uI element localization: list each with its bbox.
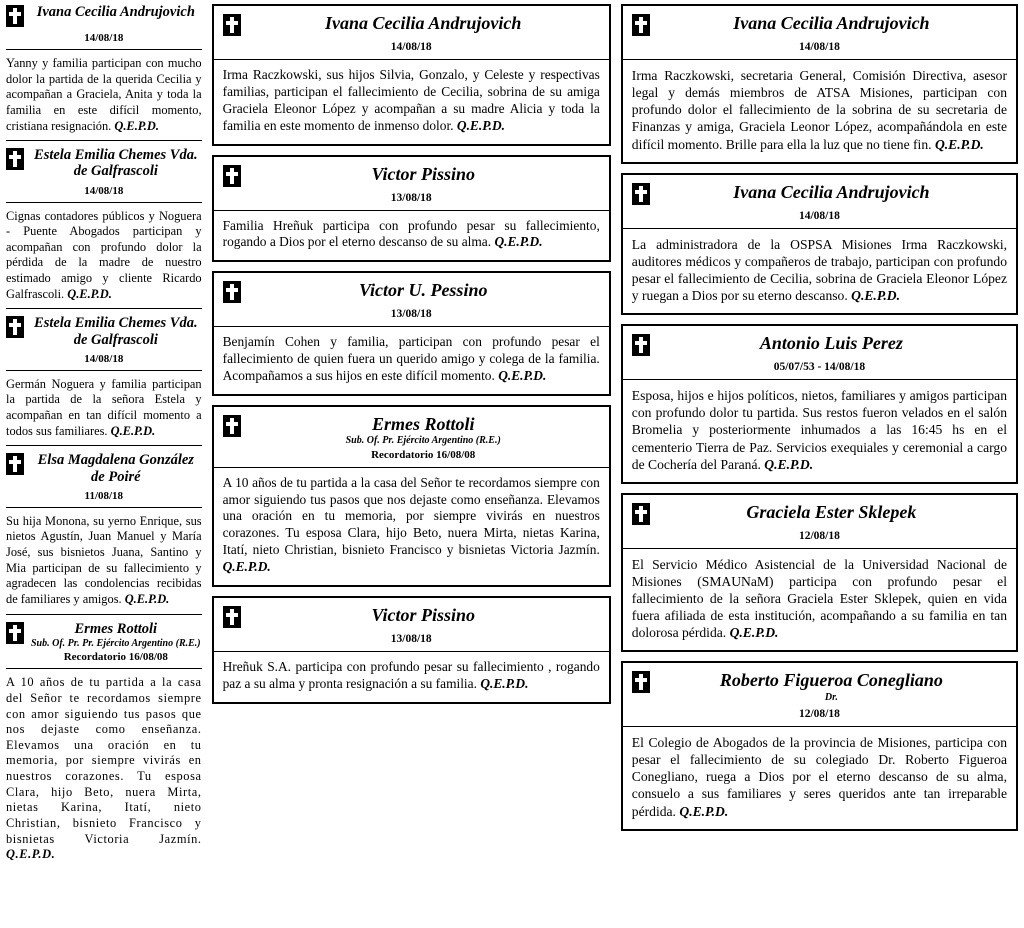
notice-text: Irma Raczkowski, secretaria General, Comisión Directiva, asesor legal y demás miembros de ATSA Misiones, participan con profundo dolor el fallecimiento de la sobrina de su secretaria de Finanzas y amiga, Graciela Leonor López, acompañándola en este difícil momento. Brille para ella la luz que no tiene fin. <box>631 68 1007 152</box>
cross-icon <box>6 453 24 475</box>
notice-titles <box>247 414 600 461</box>
deceased-title: Dr. <box>824 691 838 703</box>
divider <box>623 379 1016 380</box>
divider <box>6 507 202 508</box>
deceased-name: Estela Emilia Chemes Vda. de Galfrascoli <box>34 147 198 180</box>
notice-titles <box>247 605 600 625</box>
deceased-name: Ivana Cecilia Andrujovich <box>733 181 930 202</box>
notice-header <box>6 452 202 484</box>
deceased-name: Ivana Cecilia Andrujovich <box>36 4 195 20</box>
notice-body <box>223 334 600 385</box>
notice-date: 13/08/18 <box>390 191 432 204</box>
cross-icon <box>632 14 650 36</box>
notice-titles <box>656 182 1007 202</box>
qepd-label: Q.E.P.D. <box>679 803 729 819</box>
obituary-notice <box>212 4 611 146</box>
deceased-rank: Sub. Of. Pr. Pr. Ejército Argentino (R.E.) <box>30 637 201 649</box>
deceased-name: Graciela Ester Sklepek <box>746 501 917 522</box>
divider <box>214 326 609 327</box>
column-2 <box>212 4 611 704</box>
notice-titles <box>656 502 1007 522</box>
notice-text: Benjamín Cohen y familia, participan con profundo pesar el fallecimiento de quien fuera un querido amigo y colega de la familia. Acompañamos a sus hijos en este difícil momento. <box>222 334 600 384</box>
notice-header <box>6 621 202 664</box>
memorial-label: Recordatorio 16/08/08 <box>371 448 476 461</box>
memorial-label: Recordatorio 16/08/08 <box>63 651 168 664</box>
notice-titles <box>30 452 202 484</box>
notice-body <box>6 514 202 608</box>
notice-text: Irma Raczkowski, sus hijos Silvia, Gonzalo, y Celeste y respectivas familias, participan el fallecimiento de Cecilia, sobrina de su amiga Graciela Eleonor López y acompañan a su madre Alicia y toda la familia en este momento de inmenso dolor. <box>222 67 600 133</box>
notice-body <box>632 734 1007 820</box>
divider <box>623 59 1016 60</box>
deceased-name: Ivana Cecilia Andrujovich <box>733 13 930 33</box>
deceased-rank: Sub. Of. Pr. Ejército Argentino (R.E.) <box>345 435 501 447</box>
column-1 <box>6 4 202 869</box>
obituary-notice <box>212 271 611 396</box>
cross-icon <box>6 316 24 338</box>
deceased-name: Victor Pissino <box>371 605 475 626</box>
notice-header <box>632 182 1007 205</box>
notice-titles <box>656 670 1007 703</box>
obituary-notice <box>212 596 611 704</box>
notice-titles <box>30 147 202 179</box>
notice-date: 05/07/53 - 14/08/18 <box>773 361 866 374</box>
qepd-label: Q.E.P.D. <box>6 847 56 862</box>
cross-icon <box>632 671 650 693</box>
qepd-label: Q.E.P.D. <box>764 456 814 472</box>
deceased-name: Antonio Luis Perez <box>759 333 903 354</box>
qepd-label: Q.E.P.D. <box>480 675 529 691</box>
divider <box>623 228 1016 229</box>
obituary-notice <box>6 445 202 613</box>
notice-body <box>223 659 600 693</box>
divider <box>6 668 202 669</box>
notice-header <box>223 414 600 461</box>
cross-icon <box>632 503 650 525</box>
notice-date: 11/08/18 <box>84 489 124 502</box>
notice-body <box>632 236 1007 305</box>
notice-header <box>632 502 1007 525</box>
notice-titles <box>30 4 202 20</box>
obituary-notice <box>6 4 202 140</box>
divider <box>214 467 609 468</box>
notice-text: Familia Hreñuk participa con profundo pesar su fallecimiento, rogando a Dios por el eterno descanso de su alma. <box>222 217 600 250</box>
notice-text: La administradora de la OSPSA Misiones Irma Raczkowski, auditores médicos y compañeros de trabajo, participan con profundo pesar el fallecimiento de Cecilia, sobrina de Graciela Eleonor López y ruegan a Dios por su eterno descanso. <box>631 236 1007 303</box>
notice-header <box>223 280 600 303</box>
notice-header <box>223 13 600 36</box>
qepd-label: Q.E.P.D. <box>67 286 112 301</box>
cross-icon <box>223 606 241 628</box>
notice-header <box>6 147 202 179</box>
notice-titles <box>30 621 202 664</box>
notice-date: 14/08/18 <box>390 41 432 53</box>
deceased-name: Ivana Cecilia Andrujovich <box>325 13 522 33</box>
notice-date: 14/08/18 <box>84 184 124 197</box>
obituary-notice <box>621 324 1018 484</box>
notice-titles <box>656 13 1007 33</box>
notice-body <box>6 56 202 134</box>
divider <box>6 370 202 371</box>
notice-text: Yanny y familia participan con mucho dolor la partida de la querida Cecilia y acompañan a Graciela, Anita y toda la familia en este difícil momento, cristiana resignación. <box>6 56 202 133</box>
notice-body <box>223 67 600 135</box>
qepd-label: Q.E.P.D. <box>222 559 271 575</box>
notice-body <box>223 475 600 576</box>
notice-text: Su hija Monona, su yerno Enrique, sus nietos Agustín, Juan Manuel y María José, sus bisnietos Juana, Santino y Mia participan de su fallecimiento y agradecen las condolencias recibidas de familiares y amigos. <box>6 513 202 606</box>
divider <box>214 59 609 60</box>
divider <box>214 651 609 652</box>
notice-text: A 10 años de tu partida a la casa del Señor te recordamos siempre con amor siguiendo tus pasos que nos dejaste como enseñanza. Elevamos una oración en tu memoria, por siempre vivirás en nuestros corazones. Tu esposa Clara, hijo Beto, nuera Mirta, nietas Karina, Itatí, nieto Christian, bisnieto Francisco y bisnietas Victoria Jazmín. <box>6 675 202 846</box>
qepd-label: Q.E.P.D. <box>114 118 159 133</box>
notice-date: 13/08/18 <box>390 633 432 646</box>
qepd-label: Q.E.P.D. <box>729 625 779 641</box>
qepd-label: Q.E.P.D. <box>124 591 170 606</box>
deceased-name: Victor U. Pessino <box>358 280 488 301</box>
cross-icon <box>6 148 24 170</box>
qepd-label: Q.E.P.D. <box>110 423 156 438</box>
notice-body <box>223 218 600 252</box>
cross-icon <box>6 5 24 27</box>
notice-date: 14/08/18 <box>84 352 124 365</box>
divider <box>623 726 1016 727</box>
notice-titles <box>30 315 202 347</box>
cross-icon <box>6 622 24 644</box>
cross-icon <box>632 334 650 356</box>
divider <box>214 210 609 211</box>
notice-date: 12/08/18 <box>798 529 840 542</box>
notice-header <box>6 315 202 347</box>
cross-icon <box>223 415 241 437</box>
notice-titles <box>247 280 600 300</box>
cross-icon <box>223 165 241 187</box>
notice-date: 14/08/18 <box>798 209 840 222</box>
deceased-name: Ermes Rottoli <box>74 620 158 637</box>
obituary-notice <box>621 4 1018 164</box>
notice-body <box>6 377 202 440</box>
qepd-label: Q.E.P.D. <box>498 368 547 384</box>
notice-header <box>6 4 202 27</box>
obituary-notice <box>6 308 202 445</box>
notice-date: 13/08/18 <box>390 308 432 321</box>
notice-titles <box>247 164 600 184</box>
notice-body <box>632 387 1007 473</box>
notice-text: Esposa, hijos e hijos políticos, nietos, familiares y amigos participan con profundo dolor tu partida. Sus restos fueron velados en el salón Bromelia y posteriormente inhumados a las 16:45 hs en el cementerio Tierra de Paz. Servicios exequiales y ceremonial a cargo de Cochería del Paraná. <box>631 388 1007 472</box>
notice-text: El Colegio de Abogados de la provincia de Misiones, participa con pesar el fallecimiento de su colegiado Dr. Roberto Figueroa Conegliano, ruega a Dios por el eterno descanso de su alma, consuelo a sus familiares y seres queridos ante tan irreparable pérdida. <box>631 735 1007 819</box>
cross-icon <box>632 183 650 205</box>
notice-titles <box>656 333 1007 353</box>
deceased-name: Elsa Magdalena González de Poiré <box>37 452 194 485</box>
cross-icon <box>223 281 241 303</box>
deceased-name: Victor Pissino <box>371 163 475 184</box>
notice-text: El Servicio Médico Asistencial de la Universidad Nacional de Misiones (SMAUNaM) participa con profundo pesar el fallecimiento de la señora Graciela Ester Sklepek, quien en vida fuera afiliada de esta institución, acompañando a su familia en tan dolorosa pérdida. <box>631 556 1007 641</box>
obituary-notice <box>6 140 202 308</box>
notice-header <box>223 164 600 187</box>
cross-icon <box>223 14 241 36</box>
notice-body <box>632 556 1007 642</box>
notice-text: A 10 años de tu partida a la casa del Señor te recordamos siempre con amor siguiendo tus pasos que nos dejaste como enseñanza. Elevamos una oración en tu memoria, por siempre vivirás en nuestros corazones. Tu esposa Clara, hijo Beto, nuera Mirta, nietas Karina, Itatí, nieto Christian, bisnieto Francisco y bisnietas Victoria Jazmín. <box>222 474 600 558</box>
notice-text: Germán Noguera y familia participan la partida de la señora Estela y acompañan en tan difícil momento a todos sus familiares. <box>6 376 202 438</box>
obituary-notice <box>212 405 611 587</box>
obituary-notice <box>212 155 611 263</box>
divider <box>623 548 1016 549</box>
notice-body <box>6 209 202 303</box>
divider <box>6 49 202 50</box>
qepd-label: Q.E.P.D. <box>934 136 984 152</box>
obituary-notice <box>6 614 202 869</box>
obituary-notice <box>621 493 1018 653</box>
qepd-label: Q.E.P.D. <box>494 234 543 250</box>
notice-text: Hreñuk S.A. participa con profundo pesar su fallecimiento , rogando paz a su alma y pronta resignación a su familia. <box>222 659 600 691</box>
notice-titles <box>247 13 600 33</box>
deceased-name: Roberto Figueroa Conegliano <box>719 670 943 691</box>
notice-date: 14/08/18 <box>84 32 124 44</box>
deceased-name: Estela Emilia Chemes Vda. de Galfrascoli <box>34 315 198 348</box>
divider <box>6 202 202 203</box>
deceased-name: Ermes Rottoli <box>371 414 475 435</box>
notice-body <box>632 67 1007 153</box>
notice-header <box>632 670 1007 703</box>
obituary-notice <box>621 661 1018 830</box>
notice-header <box>632 13 1007 36</box>
notice-date: 14/08/18 <box>798 41 840 53</box>
qepd-label: Q.E.P.D. <box>456 117 506 133</box>
qepd-label: Q.E.P.D. <box>851 288 900 303</box>
obituary-notice <box>621 173 1018 316</box>
notice-date: 12/08/18 <box>798 708 840 721</box>
notice-text: Cignas contadores públicos y Noguera - Puente Abogados participan y acompañan con profundo dolor la pérdida de la madre de nuestro estimado amigo y cliente Ricardo Galfrascoli. <box>6 208 202 301</box>
notice-body <box>6 675 202 863</box>
notice-header <box>632 333 1007 356</box>
notice-header <box>223 605 600 628</box>
column-3 <box>621 4 1018 831</box>
